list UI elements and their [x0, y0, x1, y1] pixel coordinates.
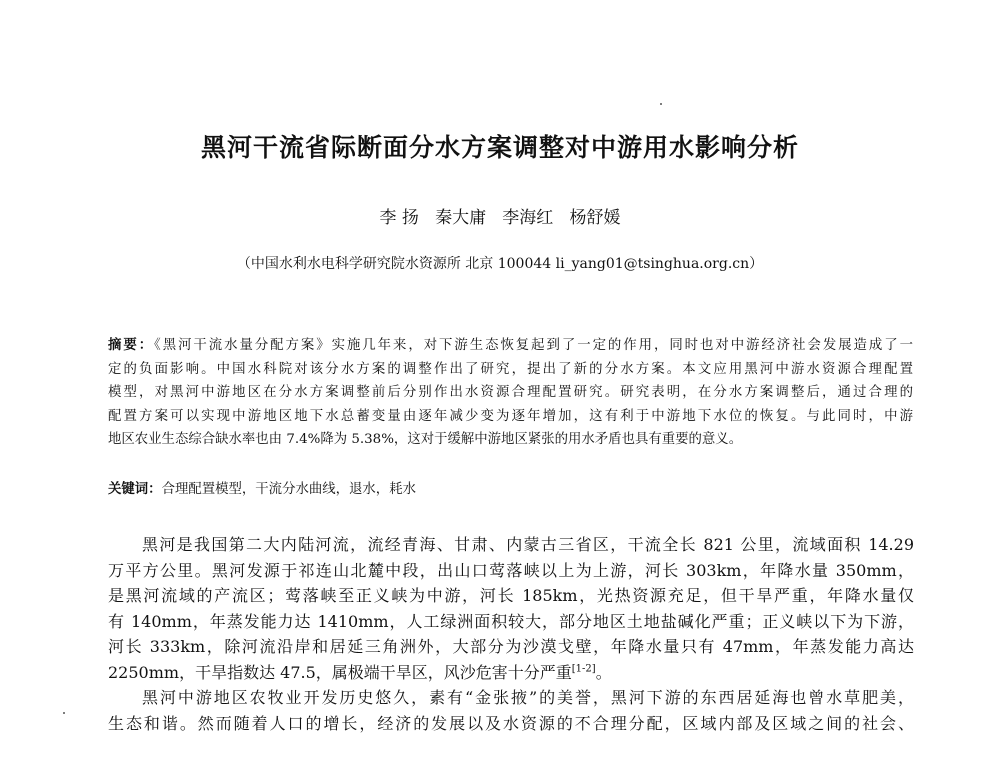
scan-speck — [63, 712, 65, 714]
abstract-block — [108, 334, 913, 452]
paper-title: 黑河干流省际断面分水方案调整对中游用水影响分析 — [200, 133, 799, 162]
body-line: 有 140mm，年蒸发能力达 1410mm，人工绿洲面积较大，部分地区土地盐碱化严重；正义峡以下为下游， — [108, 611, 914, 631]
abstract-line — [108, 334, 913, 358]
body-line-text: 2250mm，干旱指数达 47.5，属极端干旱区，风沙危害十分严重 — [108, 662, 572, 682]
paper-authors: 李 扬 秦大庸 李海红 杨舒媛 — [379, 208, 621, 228]
body-line: 黑河中游地区农牧业开发历史悠久，素有“金张掖”的美誉，黑河下游的东西居延海也曾水草肥美， — [142, 688, 914, 707]
paper-affiliation: （中国水利水电科学研究院水资源所 北京 100044 li_yang01@tsinghua.org.cn） — [236, 256, 764, 272]
abstract-line: 模型，对黑河中游地区在分水方案调整前后分别作出水资源合理配置研究。研究表明，在分水方案调整后，通过合理的 — [108, 385, 913, 400]
abstract-line: 地区农业生态综合缺水率也由 7.4%降为 5.38%，这对于缓解中游地区紧张的用水矛盾也具有重要的意义。 — [108, 432, 743, 447]
body-line: 黑河是我国第二大内陆河流，流经青海、甘肃、内蒙古三省区，干流全长 821 公里，流域面积 14.29 — [142, 535, 914, 554]
body-line-end: 。 — [595, 662, 612, 682]
scan-speck — [660, 103, 662, 105]
body-line: 生态和谐。然而随着人口的增长，经济的发展以及水资源的不合理分配，区域内部及区域之间的社会、 — [108, 713, 914, 733]
abstract-line: 定的负面影响。中国水科院对该分水方案的调整作出了研究，提出了新的分水方案。本文应用黑河中游水资源合理配置 — [108, 361, 913, 377]
keywords-text: 合理配置模型，干流分水曲线，退水，耗水 — [161, 482, 416, 497]
citation: [1-2] — [571, 663, 596, 675]
body-line: 是黑河流域的产流区；莺落峡至正义峡为中游，河长 185km，光热资源充足，但干旱严重，年降水量仅 — [108, 586, 914, 605]
keywords-block — [108, 478, 913, 501]
body-line — [108, 660, 914, 686]
keywords-label: 关键词： — [108, 482, 162, 497]
abstract-line: 配置方案可以实现中游地区地下水总蓄变量由逐年减少变为逐年增加，这有利于中游地下水位的恢复。与此同时，中游 — [108, 408, 913, 424]
abstract-text: 《黑河干流水量分配方案》实施几年来，对下游生态恢复起到了一定的作用，同时也对中游经济社会发展造成了一 — [154, 338, 913, 353]
body-line: 万平方公里。黑河发源于祁连山北麓中段，出山口莺落峡以上为上游，河长 303km，年降水量 350mm， — [108, 560, 914, 580]
abstract-label: 摘要： — [108, 338, 155, 353]
body-text — [108, 532, 914, 736]
body-line: 河长 333km，除河流沿岸和居延三角洲外，大部分为沙漠戈壁，年降水量只有 47mm，年蒸发能力高达 — [108, 637, 914, 656]
